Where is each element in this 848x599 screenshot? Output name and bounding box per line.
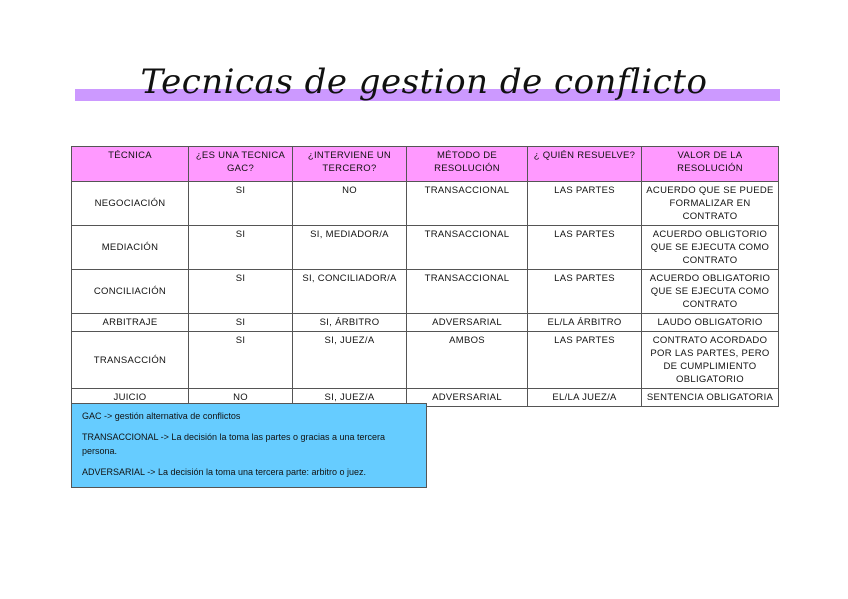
table-cell: AMBOS <box>407 332 528 389</box>
technique-cell: NEGOCIACIÓN <box>72 182 189 226</box>
table-row <box>72 182 779 226</box>
table-cell: NO <box>189 389 293 407</box>
table-cell: LAS PARTES <box>528 226 642 270</box>
header-cell: ¿INTERVIENE UN TERCERO? <box>293 147 407 182</box>
table-cell: EL/LA JUEZ/A <box>528 389 642 407</box>
technique-cell: MEDIACIÓN <box>72 226 189 270</box>
table-cell: TRANSACCIONAL <box>407 270 528 314</box>
technique-cell: ARBITRAJE <box>72 314 189 332</box>
table-cell: SI <box>189 270 293 314</box>
table-row <box>72 332 779 389</box>
header-cell: ¿ES UNA TECNICA GAC? <box>189 147 293 182</box>
page-title: Tecnicas de gestion de conflicto <box>140 62 708 102</box>
table-cell: SENTENCIA OBLIGATORIA <box>642 389 779 407</box>
table-cell: TRANSACCIONAL <box>407 182 528 226</box>
table-cell: TRANSACCIONAL <box>407 226 528 270</box>
table-cell: SI, ÁRBITRO <box>293 314 407 332</box>
note-transaccional: TRANSACCIONAL -> La decisión la toma las partes o gracias a una tercera persona. <box>82 432 386 456</box>
table-row <box>72 270 779 314</box>
table-row <box>72 314 779 332</box>
table-row <box>72 226 779 270</box>
table-cell: LAS PARTES <box>528 182 642 226</box>
table-cell: EL/LA ÁRBITRO <box>528 314 642 332</box>
note-adversarial: ADVERSARIAL -> La decisión la toma una tercera parte: arbitro o juez. <box>82 467 367 477</box>
table-cell: LAS PARTES <box>528 270 642 314</box>
table-cell: ACUERDO QUE SE PUEDE FORMALIZAR EN CONTRATO <box>642 182 779 226</box>
table-cell: SI, MEDIADOR/A <box>293 226 407 270</box>
header-cell: MÉTODO DE RESOLUCIÓN <box>407 147 528 182</box>
table-cell: SI, JUEZ/A <box>293 332 407 389</box>
table-cell: SI <box>189 182 293 226</box>
header-cell: TÉCNICA <box>72 147 189 182</box>
table-cell: LAUDO OBLIGATORIO <box>642 314 779 332</box>
table-cell: SI, JUEZ/A <box>293 389 407 407</box>
table-cell: SI <box>189 314 293 332</box>
table-cell: CONTRATO ACORDADO POR LAS PARTES, PERO DE CUMPLIMIENTO OBLIGATORIO <box>642 332 779 389</box>
note-gac: GAC -> gestión alternativa de conflictos <box>82 411 241 421</box>
table-cell: SI, CONCILIADOR/A <box>293 270 407 314</box>
table-cell: ADVERSARIAL <box>407 389 528 407</box>
table-cell: LAS PARTES <box>528 332 642 389</box>
table-cell: ACUERDO OBLIGTORIO QUE SE EJECUTA COMO CONTRATO <box>642 226 779 270</box>
table-header-row <box>72 147 779 182</box>
conflict-techniques-table <box>71 146 779 407</box>
header-cell: VALOR DE LA RESOLUCIÓN <box>642 147 779 182</box>
table-cell: SI <box>189 226 293 270</box>
technique-cell: CONCILIACIÓN <box>72 270 189 314</box>
table-cell: ADVERSARIAL <box>407 314 528 332</box>
technique-cell: TRANSACCIÓN <box>72 332 189 389</box>
table-cell: ACUERDO OBLIGATORIO QUE SE EJECUTA COMO CONTRATO <box>642 270 779 314</box>
technique-cell: JUICIO <box>72 389 189 407</box>
table-cell: SI <box>189 332 293 389</box>
definitions-note-box <box>71 403 427 488</box>
header-cell: ¿ QUIÉN RESUELVE? <box>528 147 642 182</box>
table-cell: NO <box>293 182 407 226</box>
